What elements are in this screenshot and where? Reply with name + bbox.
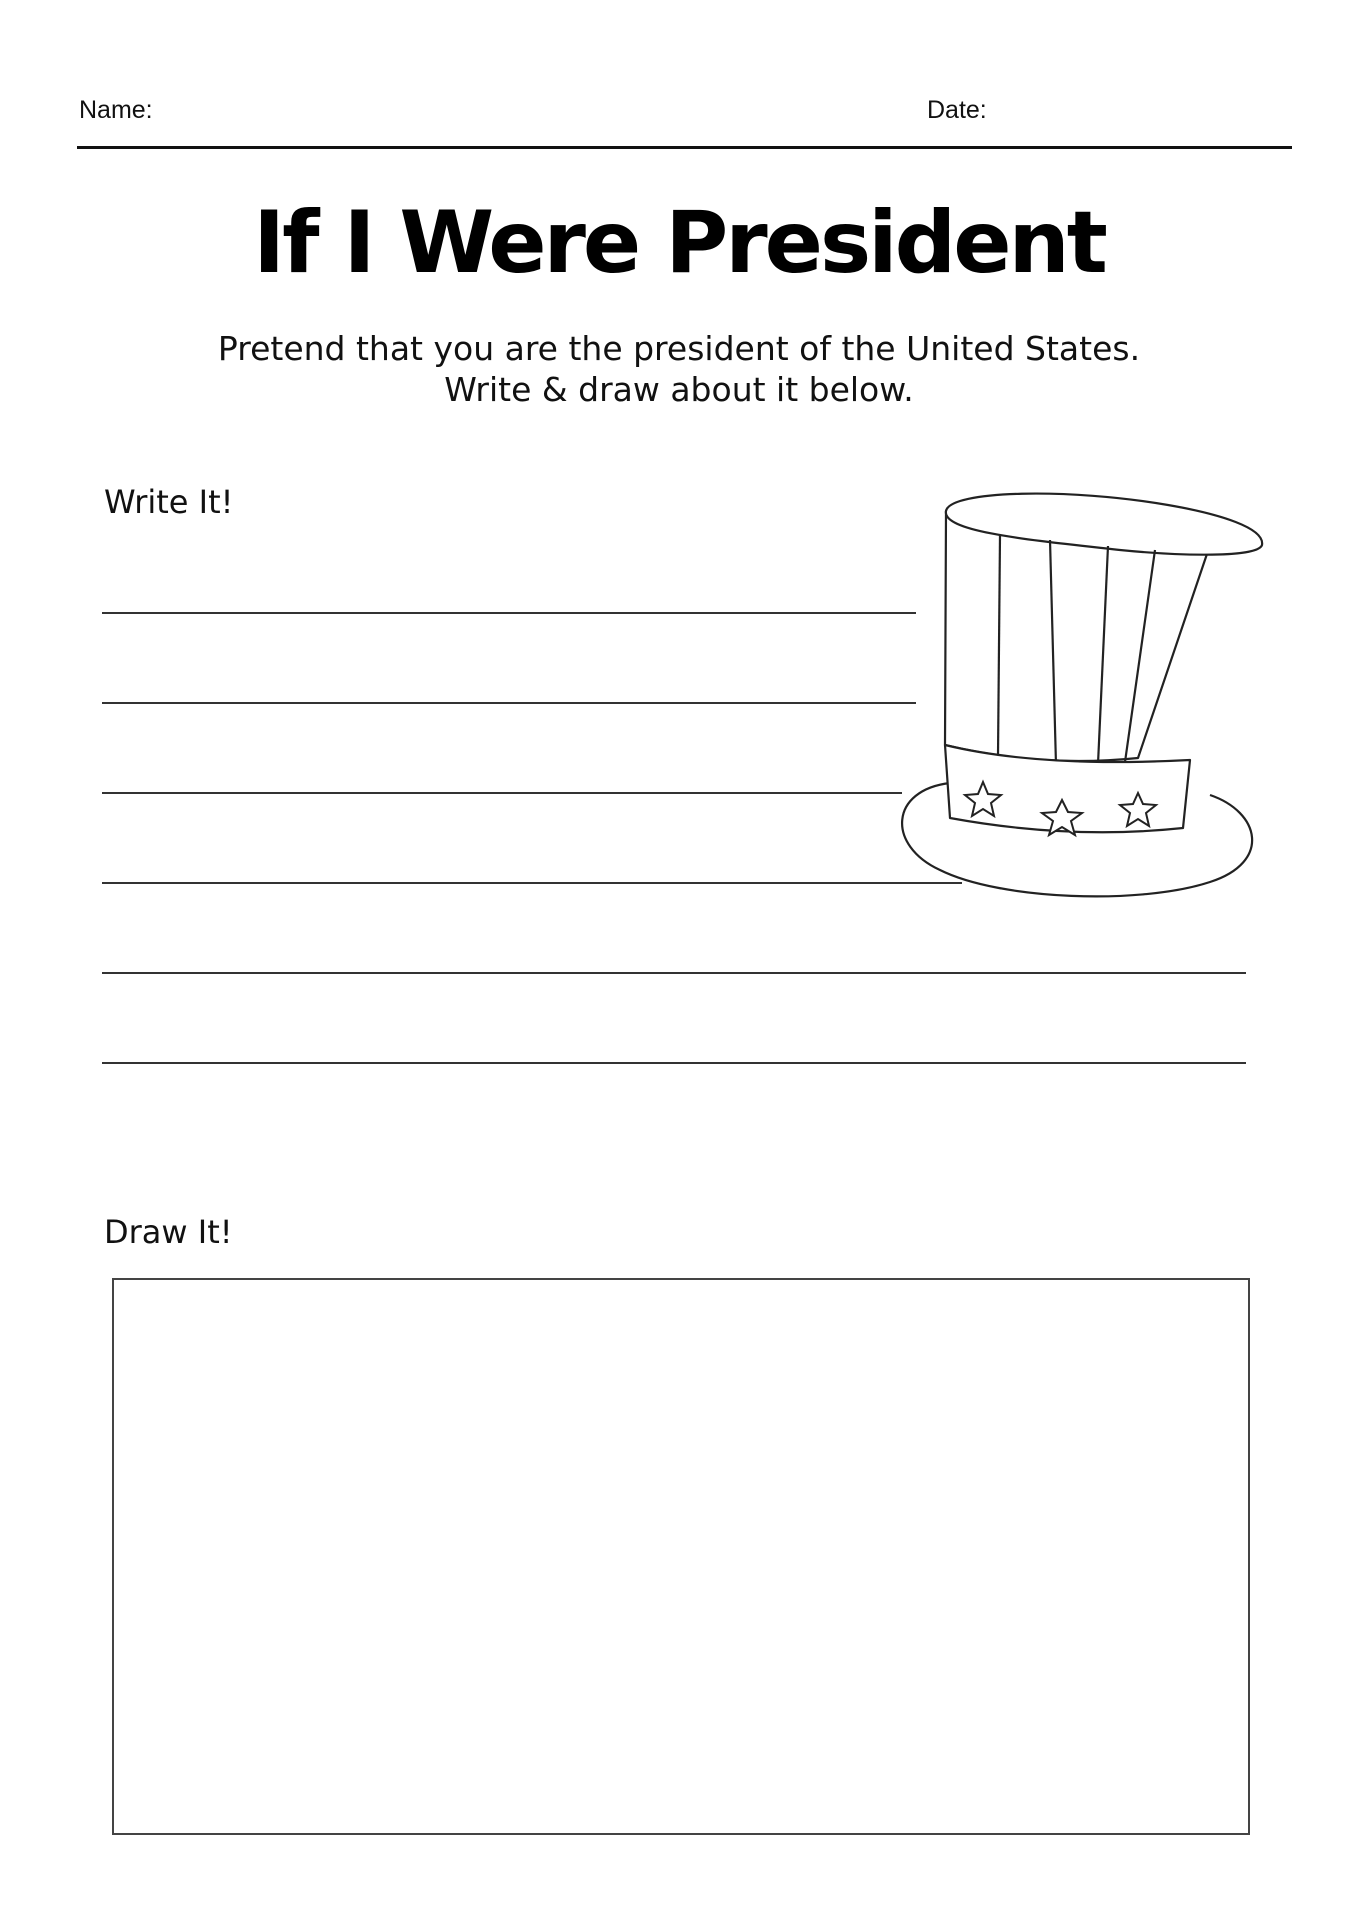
worksheet-title: If I Were President <box>253 193 1105 293</box>
uncle-sam-top-hat-icon <box>880 490 1280 920</box>
writing-line[interactable] <box>102 972 1246 974</box>
date-label: Date: <box>927 96 987 124</box>
writing-line[interactable] <box>102 1062 1246 1064</box>
writing-line[interactable] <box>102 792 902 794</box>
instructions <box>0 328 1358 410</box>
instructions-line-2: Write & draw about it below. <box>444 370 914 409</box>
write-section-label: Write It! <box>104 483 234 521</box>
writing-line[interactable] <box>102 882 962 884</box>
name-label: Name: <box>79 96 153 124</box>
writing-line[interactable] <box>102 702 916 704</box>
header-rule <box>77 146 1292 149</box>
draw-section-label: Draw It! <box>104 1213 233 1251</box>
writing-line[interactable] <box>102 612 916 614</box>
instructions-line-1: Pretend that you are the president of the United States. <box>217 329 1141 368</box>
drawing-box[interactable] <box>112 1278 1250 1835</box>
